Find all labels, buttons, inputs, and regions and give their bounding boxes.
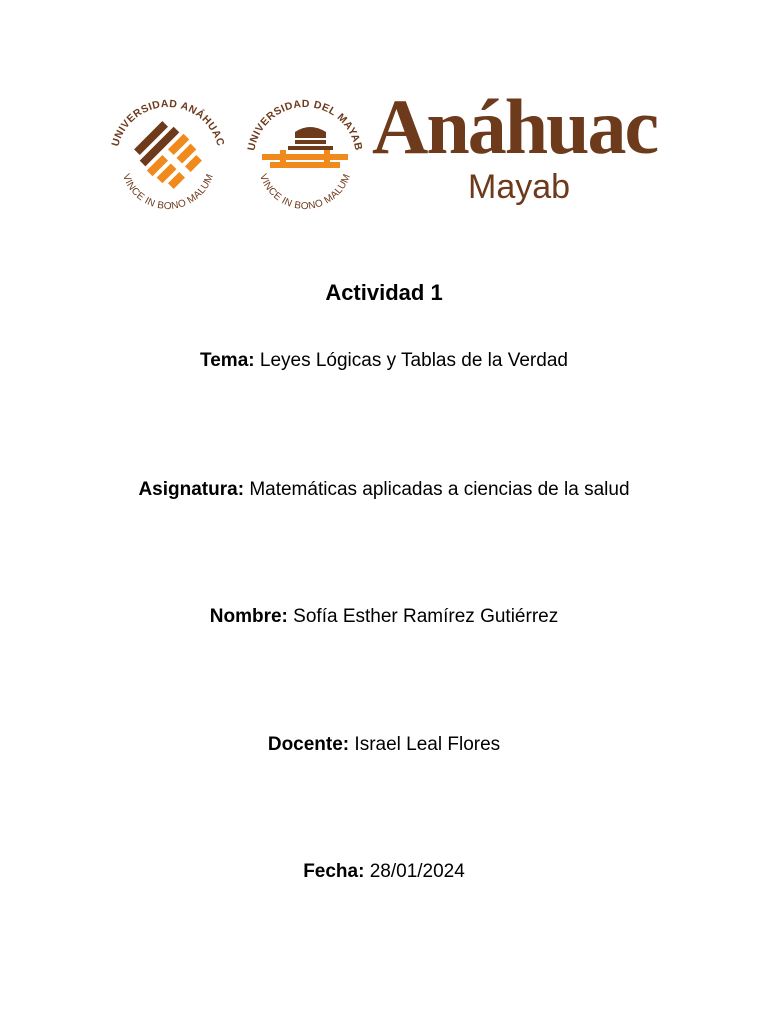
- field-tema: [0, 350, 768, 372]
- field-value: Leyes Lógicas y Tablas de la Verdad: [259, 350, 568, 371]
- header-logos: [0, 0, 768, 240]
- universidad-del-mayab-seal: [240, 92, 370, 222]
- field-nombre: [0, 606, 768, 628]
- field-label: Asignatura:: [138, 479, 245, 500]
- field-docente: [0, 734, 768, 756]
- field-value: 28/01/2024: [369, 861, 465, 882]
- field-fecha: [0, 861, 768, 883]
- field-label: Fecha:: [303, 861, 365, 882]
- svg-text:UNIVERSIDAD DEL MAYAB: UNIVERSIDAD DEL MAYAB: [245, 97, 365, 152]
- universidad-anahuac-seal: [103, 92, 233, 222]
- wordmark-campus: Mayab: [468, 168, 571, 206]
- anahuac-mayab-wordmark: [372, 83, 672, 218]
- field-label: Nombre:: [209, 606, 288, 627]
- field-value: Israel Leal Flores: [354, 734, 501, 755]
- svg-text:UNIVERSIDAD ANÁHUAC: UNIVERSIDAD ANÁHUAC: [109, 97, 227, 148]
- svg-text:VINCE IN BONO MALUM: VINCE IN BONO MALUM: [120, 172, 217, 213]
- document-title: Actividad 1: [325, 280, 443, 305]
- field-label: Docente:: [267, 734, 350, 755]
- field-value: Matemáticas aplicadas a ciencias de la salud: [249, 479, 630, 500]
- field-asignatura: [0, 479, 768, 501]
- field-label: Tema:: [200, 350, 255, 371]
- wordmark-name: Anáhuac: [372, 83, 658, 170]
- svg-text:VINCE IN BONO MALUM: VINCE IN BONO MALUM: [257, 172, 354, 213]
- field-value: Sofía Esther Ramírez Gutiérrez: [293, 606, 559, 627]
